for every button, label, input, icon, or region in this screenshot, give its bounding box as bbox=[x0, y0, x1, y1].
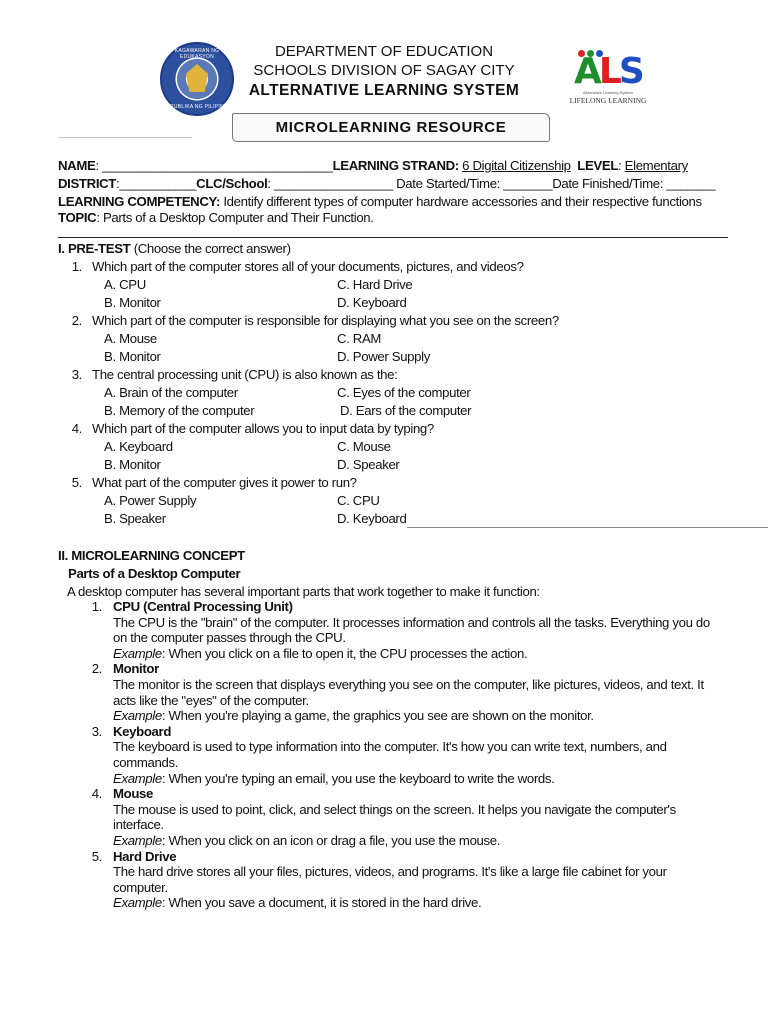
option-d: D. Keyboard bbox=[337, 511, 407, 526]
option-c: C. Hard Drive bbox=[337, 277, 413, 292]
options-row bbox=[58, 492, 738, 510]
options-row bbox=[58, 330, 738, 348]
concept-item-title: Monitor bbox=[113, 661, 159, 677]
option-a: A. Keyboard bbox=[104, 439, 173, 454]
option-a: A. Power Supply bbox=[104, 493, 197, 508]
example-text: : When you click on an icon or drag a file, you use the mouse. bbox=[161, 832, 501, 848]
level-label: LEVEL bbox=[577, 158, 619, 173]
concept-subheading: Parts of a Desktop Computer bbox=[68, 566, 241, 581]
info-row-district: DISTRICT:___________CLC/School: _________________ Date Started/Time: _______Date Finished/Time: _______ bbox=[58, 176, 716, 191]
concept-item-desc: The hard drive stores all your files, pictures, videos, and programs. It's like a large file cabinet for your bbox=[113, 864, 667, 880]
als-tagline-small: Alternative Learning System bbox=[582, 90, 634, 95]
concept-item-number: 1. bbox=[91, 599, 102, 614]
question-number: 1. bbox=[71, 259, 82, 274]
district-blank: ___________ bbox=[119, 176, 197, 191]
concept-item-desc-cont: on the computer passes through the CPU. bbox=[113, 630, 346, 646]
concept-intro: A desktop computer has several important parts that work together to make it function: bbox=[67, 584, 540, 599]
als-logo-letters: ALS bbox=[574, 51, 642, 92]
question-number: 5. bbox=[71, 475, 82, 490]
header-divider bbox=[58, 137, 192, 138]
question-text: Which part of the computer stores all of your documents, pictures, and videos? bbox=[92, 259, 524, 274]
strand-value: 6 Digital Citizenship bbox=[462, 158, 571, 173]
concept-item-number: 3. bbox=[91, 723, 102, 739]
als-logo bbox=[569, 44, 647, 108]
clc-blank: _________________ bbox=[274, 176, 393, 191]
question bbox=[58, 258, 738, 276]
options-row bbox=[58, 294, 738, 312]
info-divider bbox=[58, 237, 728, 238]
concept-item-desc: The CPU is the "brain" of the computer. It processes information and controls all the tasks. Everything you do bbox=[113, 614, 710, 630]
topic-value: Parts of a Desktop Computer and Their Function. bbox=[102, 210, 374, 225]
option-d: D. Ears of the computer bbox=[340, 403, 472, 418]
option-c: C. CPU bbox=[337, 493, 380, 508]
competency-label: LEARNING COMPETENCY: bbox=[58, 194, 220, 209]
question bbox=[58, 420, 738, 438]
option-a: A. Mouse bbox=[104, 331, 157, 346]
name-blank: _________________________________ bbox=[102, 158, 333, 173]
concept-item-desc: The mouse is used to point, click, and select things on the screen. It helps you navigate the computer's bbox=[113, 801, 676, 817]
example-label: Example bbox=[113, 645, 162, 661]
option-b: B. Monitor bbox=[104, 349, 161, 364]
seal-text-top: KAGAWARAN NG EDUKASYON bbox=[174, 48, 220, 60]
question bbox=[58, 312, 738, 330]
district-label: DISTRICT bbox=[58, 176, 117, 191]
date-started: Date Started/Time: _______ bbox=[396, 176, 553, 191]
info-row-name: NAME: _________________________________LEARNING STRAND: 6 Digital Citizenship LEVEL: Elementary bbox=[58, 158, 688, 173]
question bbox=[58, 474, 738, 492]
option-d: D. Speaker bbox=[337, 457, 400, 472]
header-dept: DEPARTMENT OF EDUCATION bbox=[274, 43, 494, 60]
concept-heading: II. MICROLEARNING CONCEPT bbox=[58, 548, 245, 563]
concept-item-example bbox=[113, 708, 740, 724]
options-row bbox=[58, 384, 738, 402]
concept-item-desc-cont: commands. bbox=[113, 754, 179, 770]
concept-list bbox=[80, 599, 740, 911]
question bbox=[58, 366, 738, 384]
pretest-heading-row bbox=[58, 240, 291, 257]
option-c: C. RAM bbox=[337, 331, 382, 346]
example-label: Example bbox=[113, 770, 162, 786]
clc-label: CLC/School bbox=[196, 176, 268, 191]
info-row-topic: TOPIC: Parts of a Desktop Computer and Their Function. bbox=[58, 210, 374, 225]
pretest-heading: I. PRE-TEST bbox=[58, 241, 131, 256]
question-text: Which part of the computer is responsible for displaying what you see on the screen? bbox=[92, 313, 559, 328]
date-finished: Date Finished/Time: _______ bbox=[552, 176, 716, 191]
option-b: B. Speaker bbox=[104, 511, 166, 526]
concept-item-title: Hard Drive bbox=[113, 848, 177, 864]
example-label: Example bbox=[113, 708, 162, 724]
concept-item bbox=[80, 849, 740, 911]
option-a: A. CPU bbox=[104, 277, 146, 292]
question-text: What part of the computer gives it power to run? bbox=[92, 475, 357, 490]
name-label: NAME bbox=[58, 158, 96, 173]
example-text: : When you save a document, it is stored in the hard drive. bbox=[161, 895, 482, 911]
option-d: D. Power Supply bbox=[337, 349, 430, 364]
example-label: Example bbox=[113, 895, 162, 911]
option-a: A. Brain of the computer bbox=[104, 385, 238, 400]
concept-item-desc-cont: acts like the "eyes" of the computer. bbox=[113, 692, 309, 708]
concept-item-example bbox=[113, 895, 740, 911]
concept-item-example bbox=[113, 771, 740, 787]
options-row bbox=[58, 456, 738, 474]
concept-item bbox=[80, 786, 740, 848]
question-number: 4. bbox=[71, 421, 82, 436]
option-c: C. Eyes of the computer bbox=[337, 385, 471, 400]
header-division: SCHOOLS DIVISION OF SAGAY CITY bbox=[253, 62, 515, 79]
option-d: D. Keyboard bbox=[337, 295, 407, 310]
header-program: ALTERNATIVE LEARNING SYSTEM bbox=[248, 82, 520, 99]
options-row bbox=[58, 276, 738, 294]
concept-item-desc-cont: interface. bbox=[113, 817, 164, 833]
options-row bbox=[58, 438, 738, 456]
example-text: : When you're playing a game, the graphics you see are shown on the monitor. bbox=[161, 708, 594, 724]
concept-item-number: 5. bbox=[91, 848, 102, 864]
concept-item-number: 4. bbox=[91, 786, 102, 802]
microlearning-banner: MICROLEARNING RESOURCE bbox=[232, 113, 550, 142]
question-text: Which part of the computer allows you to input data by typing? bbox=[92, 421, 434, 436]
question-number: 2. bbox=[71, 313, 82, 328]
concept-item bbox=[80, 599, 740, 661]
concept-item bbox=[80, 724, 740, 786]
concept-item-example bbox=[113, 833, 740, 849]
concept-item-desc: The keyboard is used to type information into the computer. It's how you can write text, numbers, and bbox=[113, 739, 667, 755]
option-c: C. Mouse bbox=[337, 439, 391, 454]
concept-item-title: CPU (Central Processing Unit) bbox=[113, 599, 293, 614]
concept-item-example bbox=[113, 646, 740, 662]
option-b: B. Monitor bbox=[104, 295, 161, 310]
info-row-competency bbox=[58, 193, 702, 210]
question-text: The central processing unit (CPU) is also known as the: bbox=[92, 367, 398, 382]
concept-item-title: Mouse bbox=[113, 786, 154, 802]
pretest-list bbox=[58, 258, 738, 528]
competency-value: Identify different types of computer hardware accessories and their respective functions bbox=[223, 194, 702, 209]
example-label: Example bbox=[113, 832, 162, 848]
als-tagline: LIFELONG LEARNING bbox=[569, 96, 647, 105]
option-b: B. Monitor bbox=[104, 457, 161, 472]
concept-item-title: Keyboard bbox=[113, 723, 172, 739]
pretest-instruction: (Choose the correct answer) bbox=[133, 241, 291, 256]
concept-item-desc-cont: computer. bbox=[113, 879, 168, 895]
options-row bbox=[58, 348, 738, 366]
question-number: 3. bbox=[71, 367, 82, 382]
example-text: : When you're typing an email, you use the keyboard to write the words. bbox=[161, 770, 555, 786]
concept-item-number: 2. bbox=[91, 661, 102, 677]
concept-item-desc: The monitor is the screen that displays everything you see on the computer, like pictures, videos, and text. It bbox=[113, 676, 704, 692]
concept-item bbox=[80, 661, 740, 723]
option-b: B. Memory of the computer bbox=[104, 403, 255, 418]
topic-label: TOPIC bbox=[58, 210, 97, 225]
options-row bbox=[58, 402, 738, 420]
level-value: Elementary bbox=[624, 158, 688, 173]
pretest-divider bbox=[407, 527, 768, 528]
options-row bbox=[58, 510, 738, 528]
strand-label: LEARNING STRAND: bbox=[332, 158, 459, 173]
example-text: : When you click on a file to open it, the CPU processes the action. bbox=[161, 645, 528, 661]
seal-text-bottom: REPUBLIKA NG PILIPINAS bbox=[162, 104, 232, 110]
